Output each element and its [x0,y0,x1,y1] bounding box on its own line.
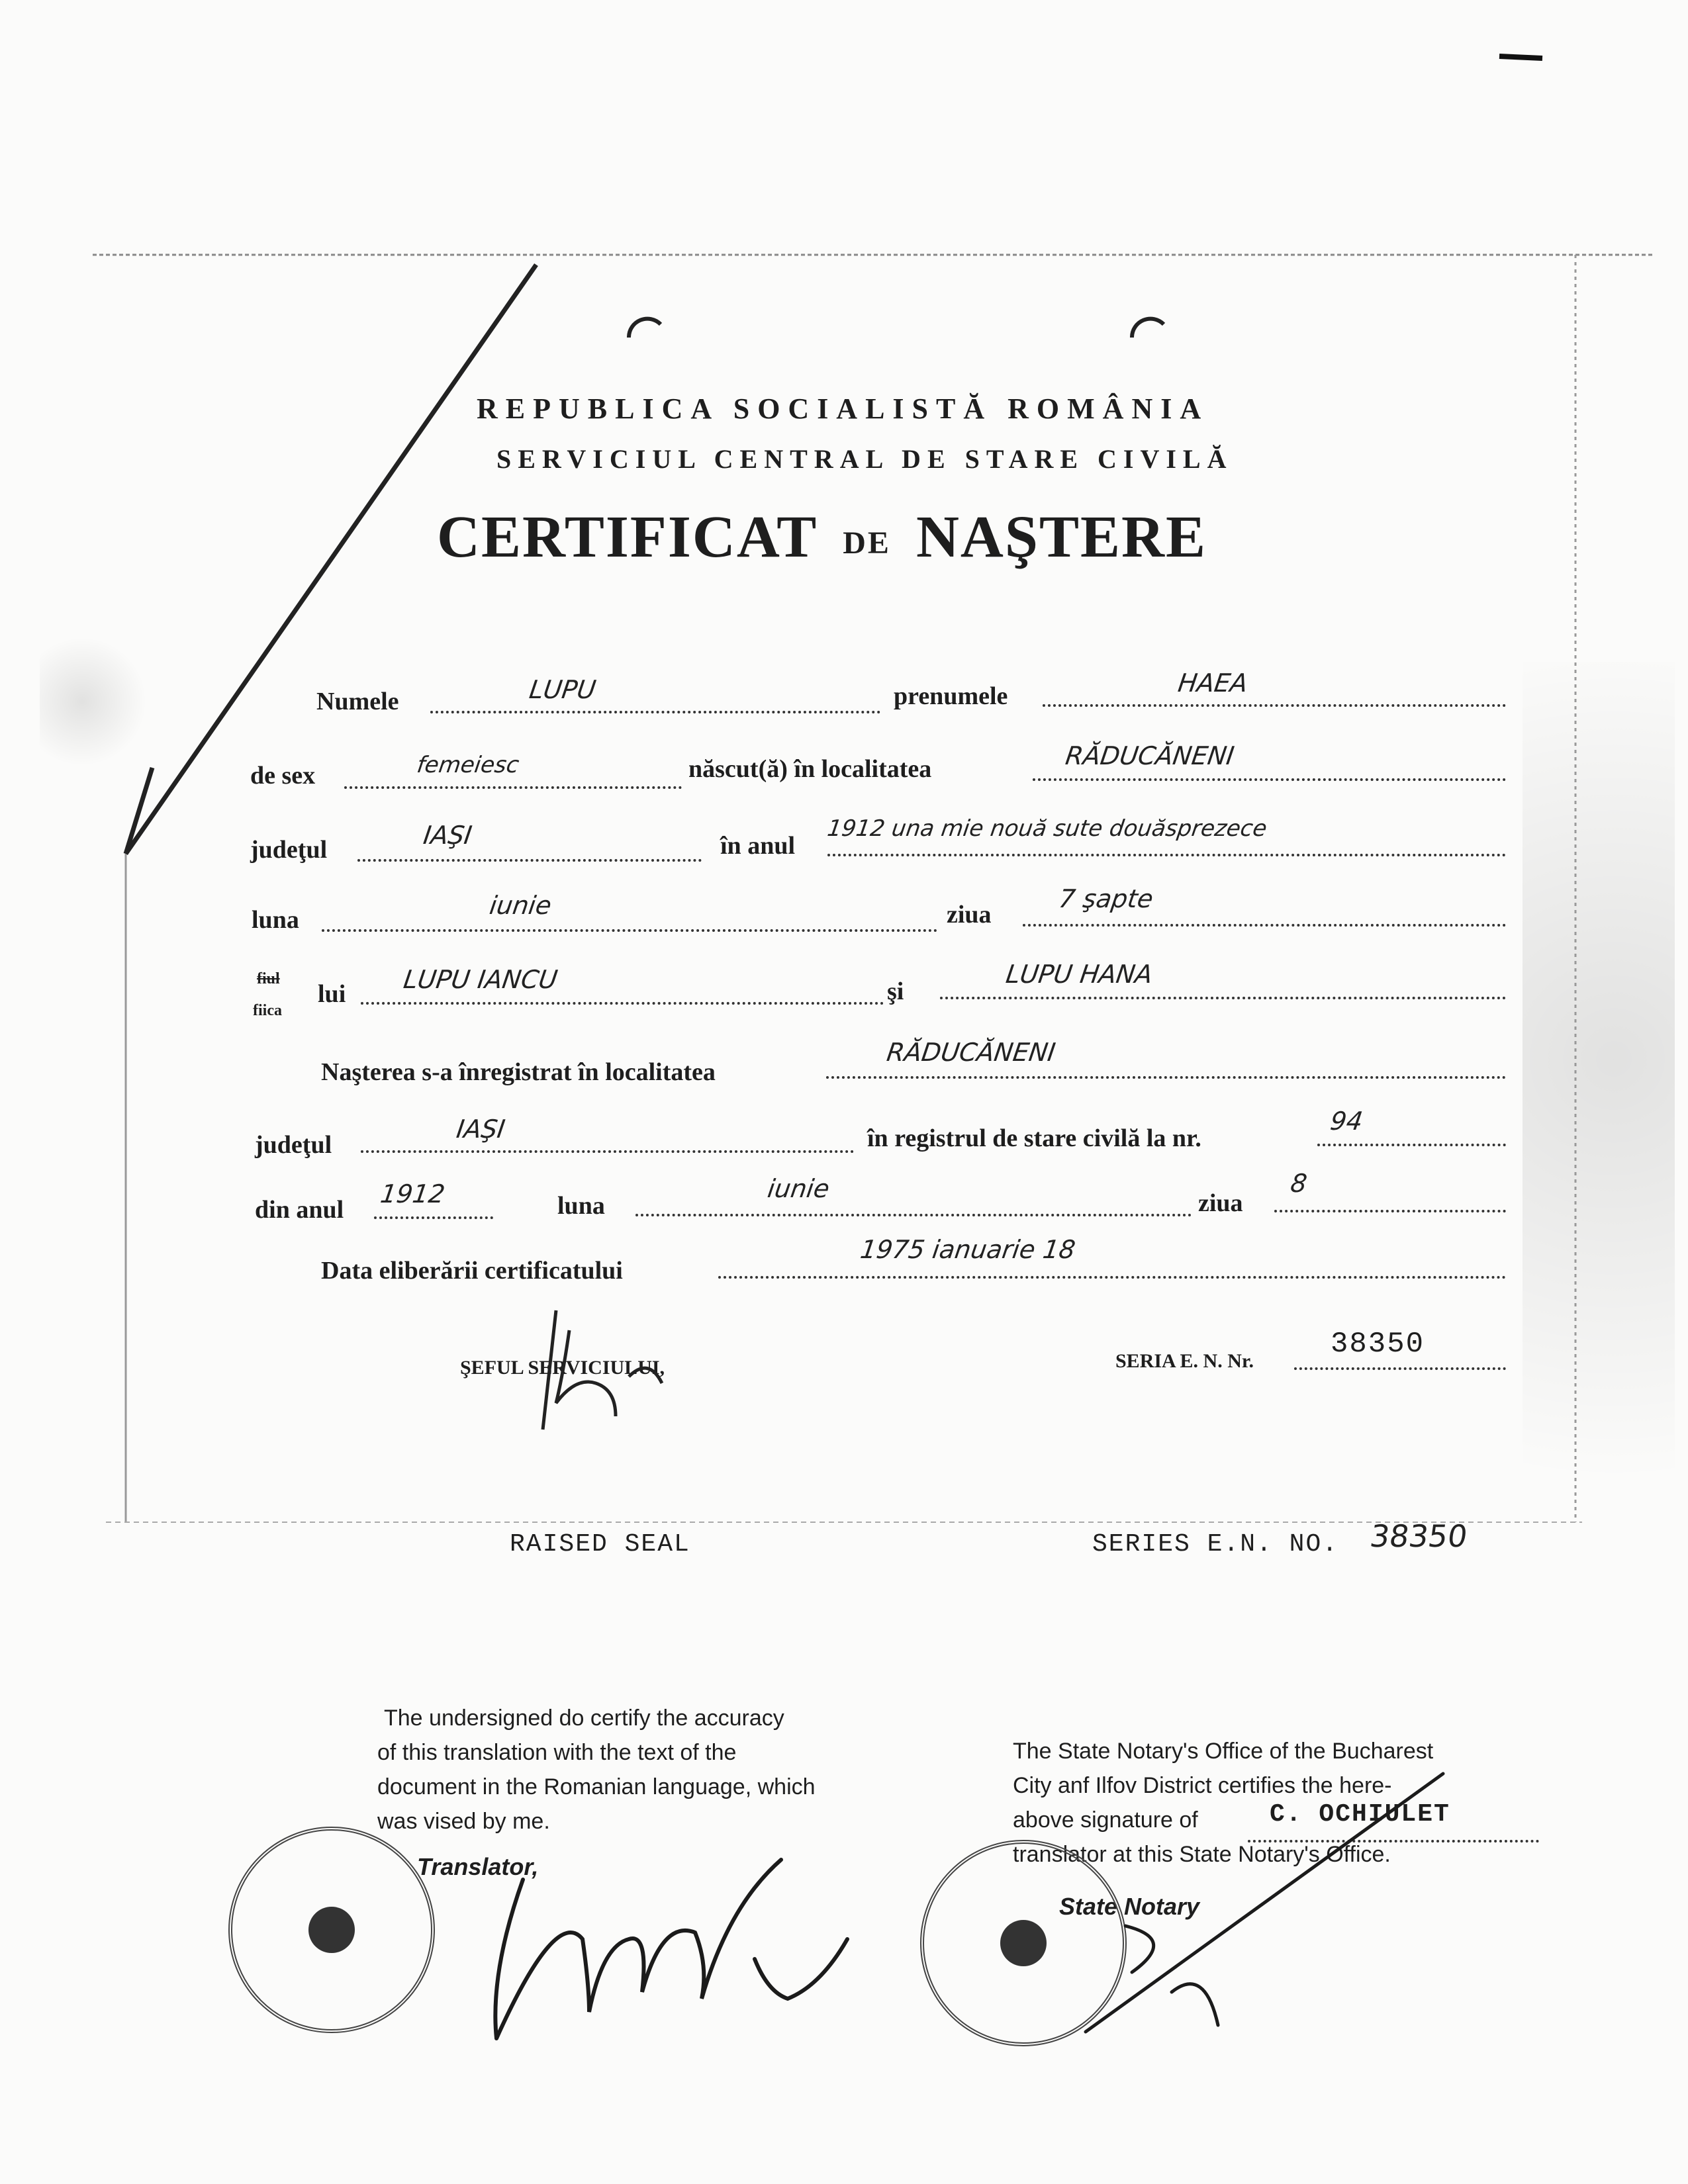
sex-label: de sex [250,762,316,790]
notary-line-3: above signature of [1013,1807,1198,1833]
state-notary-label: State Notary [1059,1893,1200,1920]
inregistrat-value: RĂDUCĂNENI [884,1038,1058,1067]
fiul-label: fiul [257,970,280,987]
notary-line-4: translator at this State Notary's Office. [1013,1842,1391,1867]
luna2-label: luna [557,1192,605,1220]
seria-line [1294,1367,1506,1370]
mama-value: LUPU HANA [1004,960,1154,989]
anul-value: 1912 una mie nouă sute douăsprezece [825,815,1269,842]
luna-line [322,929,937,932]
sex-value: femeiesc [415,752,521,778]
translator-line-2: of this translation with the text of the [377,1740,737,1765]
numele-label: Numele [316,688,399,715]
ziua2-line [1274,1210,1506,1212]
judetul2-label: judeţul [255,1131,332,1159]
certificate-title [437,503,1364,571]
prenumele-value: HAEA [1176,668,1250,698]
mama-line [940,997,1506,999]
seful-serviciului-label: ŞEFUL SERVICIULUI, [460,1357,665,1379]
data-eliberarii-line [718,1276,1506,1279]
sex-line [344,786,682,789]
title-word-certificat: CERTIFICAT [437,504,818,570]
ziua2-value: 8 [1288,1169,1309,1198]
translator-line-4: was vised by me. [377,1809,550,1834]
translator-signature [477,1840,927,2065]
nascut-value: RĂDUCĂNENI [1063,741,1237,770]
luna2-line [635,1214,1192,1216]
nascut-line [1033,778,1506,781]
ziua-line [1023,924,1506,927]
service-heading: SERVICIUL CENTRAL DE STARE CIVILĂ [496,444,1233,474]
inregistrat-label: Naşterea s-a înregistrat în localitatea [321,1058,716,1086]
inregistrat-line [826,1076,1506,1079]
seria-value: 38350 [1331,1328,1425,1361]
luna2-value: iunie [765,1174,831,1203]
punch-hole-right [1132,319,1164,338]
raised-seal-label: RAISED SEAL [510,1530,690,1559]
fold-corner-tip [126,768,152,854]
translator-label: Translator, [417,1853,539,1880]
tata-line [361,1002,884,1005]
anul-label: în anul [720,832,796,860]
fiica-label: fiica [253,1002,282,1019]
data-eliberarii-value: 1975 ianuarie 18 [858,1235,1078,1264]
judetul2-value: IAŞI [454,1115,507,1144]
registru-label: în registrul de stare civilă la nr. [867,1124,1201,1152]
luna-value: iunie [487,891,553,920]
notary-line-1: The State Notary's Office of the Bucharest [1013,1739,1434,1764]
judetul-label: judeţul [250,836,328,864]
din-anul-line [374,1216,493,1219]
registru-line [1317,1144,1506,1146]
title-word-nastere: NAŞTERE [915,504,1207,570]
ziua-label: ziua [947,901,992,929]
nascut-label: născut(ă) în localitatea [688,755,932,783]
anul-line [827,854,1506,856]
translator-line-1: The undersigned do certify the accuracy [384,1706,784,1731]
prenumele-label: prenumele [894,682,1008,710]
series-label: SERIES E.N. NO. [1092,1530,1339,1559]
luna-label: luna [252,906,299,934]
si-label: şi [887,978,904,1005]
ziua2-label: ziua [1198,1189,1243,1217]
prenumele-line [1043,704,1506,707]
din-anul-value: 1912 [378,1179,447,1208]
translator-certification [377,1701,816,1839]
country-heading: REPUBLICA SOCIALISTĂ ROMÂNIA [477,392,1209,425]
notary-name: C. OCHIULET [1270,1800,1450,1829]
notary-line-2: City anf Ilfov District certifies the here- [1013,1773,1392,1798]
registru-value: 94 [1328,1107,1365,1136]
seria-label: SERIA E. N. Nr. [1115,1350,1254,1372]
lui-label: lui [318,980,346,1008]
tata-value: LUPU IANCU [401,965,559,994]
judetul-line [357,859,702,862]
translator-seal-stamp [228,1827,435,2033]
din-anul-label: din anul [255,1196,344,1224]
translator-line-3: document in the Romanian language, which [377,1774,816,1799]
numele-value: LUPU [527,675,598,704]
series-value: 38350 [1368,1518,1470,1554]
judetul2-line [361,1150,854,1153]
notary-signature [1072,1754,1602,2038]
punch-hole-left [629,319,661,338]
title-word-de: DE [843,525,891,561]
ziua-value: 7 şapte [1056,884,1155,913]
scan-mark [1499,56,1542,58]
data-eliberarii-label: Data eliberării certificatului [321,1257,623,1285]
numele-line [430,711,880,713]
judetul-value: IAŞI [421,821,474,850]
sef-signature [516,1304,702,1436]
